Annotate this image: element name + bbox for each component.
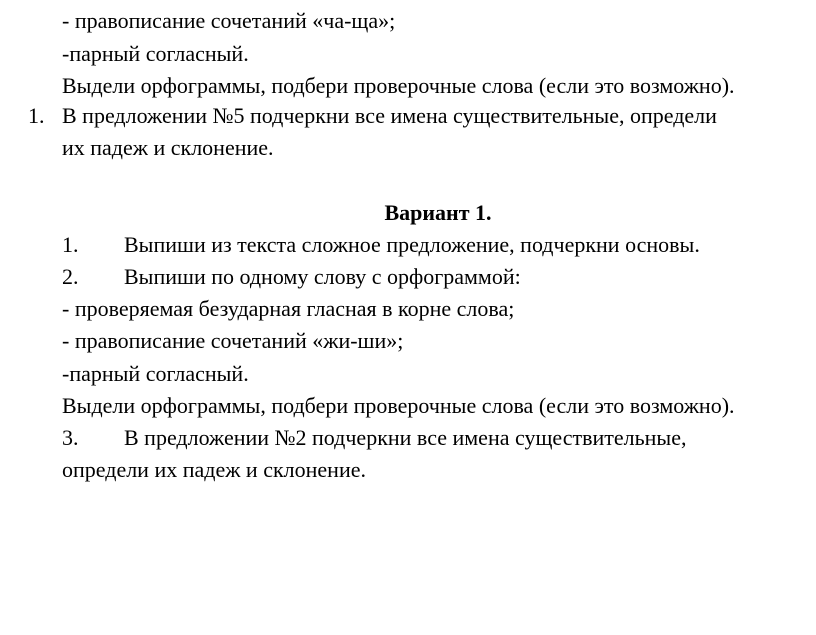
instruction-text: Выдели орфограммы, подбери проверочные слова (если это возможно). [62, 73, 735, 98]
paired-consonant-item: -парный согласный. [62, 41, 249, 66]
paired-consonant-item: -парный согласный. [62, 361, 249, 386]
task1-text: Выпиши из текста сложное предложение, подчеркни основы. [124, 232, 700, 257]
task-number: 1. [28, 103, 45, 128]
task2-text: Выпиши по одному слову с орфограммой: [124, 264, 521, 289]
task2-number: 2. [62, 264, 79, 289]
task-text-line1: В предложении №5 подчеркни все имена существительные, определи [62, 103, 717, 128]
task3-text-line1: В предложении №2 подчеркни все имена существительные, [124, 425, 687, 450]
combo-spelling-item: - правописание сочетаний «ча-ща»; [62, 8, 396, 33]
instruction-text: Выдели орфограммы, подбери проверочные слова (если это возможно). [62, 393, 735, 418]
unstressed-vowel-item: - проверяемая безударная гласная в корне слова; [62, 296, 515, 321]
combo-spelling-item: - правописание сочетаний «жи-ши»; [62, 328, 404, 353]
task-text-line2: их падеж и склонение. [62, 135, 274, 160]
task3-number: 3. [62, 425, 79, 450]
task3-text-line2: определи их падеж и склонение. [62, 457, 366, 482]
task1-number: 1. [62, 232, 79, 257]
variant-title: Вариант 1. [384, 200, 492, 225]
